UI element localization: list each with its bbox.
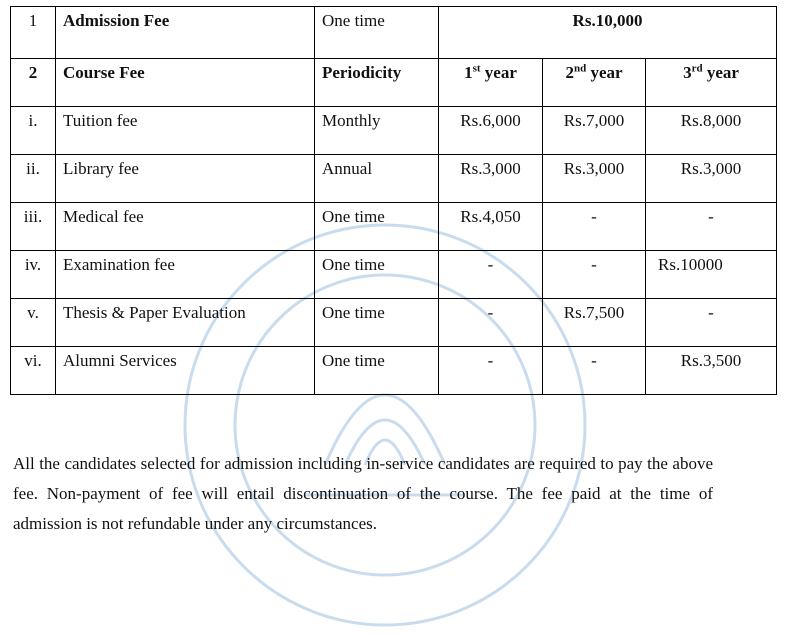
year2-cell: - [543, 251, 646, 299]
fee-label: Alumni Services [56, 347, 315, 395]
year2-cell: Rs.7,000 [543, 107, 646, 155]
row-number: i. [11, 107, 56, 155]
fee-label: Admission Fee [56, 7, 315, 59]
admission-fee-row [11, 7, 777, 59]
year-header-3 [646, 59, 777, 107]
fee-label: Course Fee [56, 59, 315, 107]
table-row [11, 299, 777, 347]
year2-cell: - [543, 347, 646, 395]
year-number: 3 [683, 63, 692, 82]
fee-label: Thesis & Paper Evaluation [56, 299, 315, 347]
row-number: v. [11, 299, 56, 347]
row-number: iii. [11, 203, 56, 251]
table-row [11, 203, 777, 251]
year3-cell: Rs.3,500 [646, 347, 777, 395]
table-row [11, 155, 777, 203]
year-header-2 [543, 59, 646, 107]
table-row [11, 347, 777, 395]
table-row [11, 251, 777, 299]
year3-cell: Rs.8,000 [646, 107, 777, 155]
periodicity-cell: One time [315, 203, 439, 251]
year-suffix: nd [573, 62, 587, 75]
year-suffix: st [472, 62, 481, 75]
fee-label: Library fee [56, 155, 315, 203]
row-number: vi. [11, 347, 56, 395]
fee-note [13, 449, 713, 539]
admission-amount: Rs.10,000 [439, 7, 777, 59]
periodicity-cell: Annual [315, 155, 439, 203]
year1-cell: Rs.3,000 [439, 155, 543, 203]
periodicity-cell: One time [315, 7, 439, 59]
row-number: 1 [11, 7, 56, 59]
periodicity-cell: One time [315, 299, 439, 347]
year-word: year [484, 63, 517, 82]
year3-cell: Rs.3,000 [646, 155, 777, 203]
year-word: year [706, 63, 739, 82]
course-fee-header-row [11, 59, 777, 107]
year3-cell: - [646, 299, 777, 347]
periodicity-cell: One time [315, 347, 439, 395]
fee-label: Medical fee [56, 203, 315, 251]
periodicity-cell: One time [315, 251, 439, 299]
periodicity-cell: Monthly [315, 107, 439, 155]
row-number: iv. [11, 251, 56, 299]
year1-cell: - [439, 299, 543, 347]
year-suffix: rd [691, 62, 703, 75]
periodicity-header: Periodicity [315, 59, 439, 107]
year1-cell: - [439, 347, 543, 395]
row-number: ii. [11, 155, 56, 203]
year3-cell: - [646, 203, 777, 251]
year1-cell: - [439, 251, 543, 299]
year-word: year [590, 63, 623, 82]
row-number: 2 [11, 59, 56, 107]
fee-label: Examination fee [56, 251, 315, 299]
fee-table [10, 6, 777, 395]
year2-cell: Rs.7,500 [543, 299, 646, 347]
year-header-1 [439, 59, 543, 107]
fee-note-text: All the candidates selected for admission including in-service candidates are required to pay the above fee. Non-payment of fee will entail discontinuation of the course. The fee paid at the time of admission is not refundable under any circumstances. [13, 454, 713, 533]
year-number: 2 [565, 63, 574, 82]
fee-label: Tuition fee [56, 107, 315, 155]
table-row [11, 107, 777, 155]
year3-cell: Rs.10000 [646, 251, 777, 299]
year-number: 1 [464, 63, 473, 82]
year2-cell: - [543, 203, 646, 251]
year1-cell: Rs.4,050 [439, 203, 543, 251]
year1-cell: Rs.6,000 [439, 107, 543, 155]
year2-cell: Rs.3,000 [543, 155, 646, 203]
